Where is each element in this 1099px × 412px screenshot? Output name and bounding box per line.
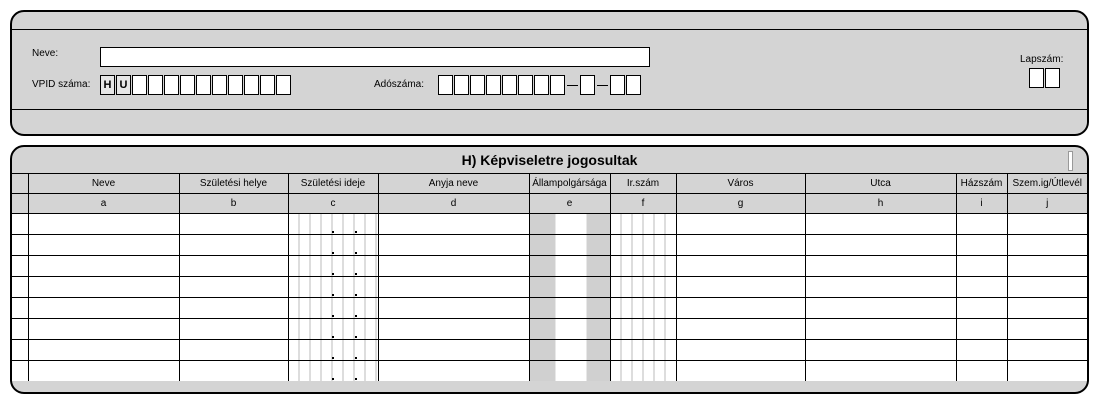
name-input[interactable] [100, 47, 650, 67]
table-row [12, 319, 1087, 340]
table-cell[interactable] [956, 256, 1007, 277]
table-cell[interactable] [956, 298, 1007, 319]
date-separator-dot [355, 357, 357, 359]
table-cell[interactable] [28, 235, 179, 256]
table-cell[interactable] [28, 298, 179, 319]
table-cell[interactable] [956, 361, 1007, 382]
char-box[interactable] [550, 75, 565, 95]
table-cell[interactable] [288, 361, 378, 382]
table-cell[interactable] [956, 277, 1007, 298]
table-cell[interactable] [610, 235, 676, 256]
table-cell[interactable] [1007, 277, 1087, 298]
table-cell[interactable] [610, 214, 676, 235]
table-cell[interactable] [805, 214, 956, 235]
table-cell[interactable] [610, 361, 676, 382]
row-marker-cell [12, 361, 28, 382]
table-cell[interactable] [1007, 361, 1087, 382]
table-cell[interactable] [805, 361, 956, 382]
table-cell[interactable] [529, 340, 610, 361]
table-cell[interactable] [529, 298, 610, 319]
char-box[interactable] [1045, 68, 1060, 88]
table-row [12, 214, 1087, 235]
column-letter: e [529, 194, 610, 214]
table-cell[interactable] [28, 340, 179, 361]
table-cell[interactable] [179, 319, 288, 340]
table-cell[interactable] [805, 256, 956, 277]
column-letter: h [805, 194, 956, 214]
table-row [12, 235, 1087, 256]
table-cell[interactable] [805, 298, 956, 319]
column-letter: g [676, 194, 805, 214]
char-box[interactable] [1029, 68, 1044, 88]
table-cell[interactable] [676, 319, 805, 340]
table-cell[interactable] [529, 235, 610, 256]
row-marker-cell [12, 340, 28, 361]
char-box[interactable] [228, 75, 243, 95]
table-cell[interactable] [956, 235, 1007, 256]
char-box[interactable] [212, 75, 227, 95]
name-label: Neve: [32, 48, 59, 59]
table-cell[interactable] [288, 340, 378, 361]
column-header [12, 174, 28, 194]
char-box[interactable] [132, 75, 147, 95]
page-number-label: Lapszám: [1020, 54, 1064, 65]
table-cell[interactable] [956, 340, 1007, 361]
table-cell[interactable] [288, 277, 378, 298]
representatives-table [12, 173, 1087, 381]
char-box[interactable] [244, 75, 259, 95]
table-row [12, 277, 1087, 298]
column-header: Születési ideje [288, 174, 378, 194]
table-cell[interactable] [529, 256, 610, 277]
tax-number-label: Adószáma: [374, 79, 425, 90]
table-cell[interactable] [676, 361, 805, 382]
table-cell[interactable] [179, 235, 288, 256]
table-cell[interactable] [610, 256, 676, 277]
table-cell[interactable] [179, 256, 288, 277]
table-cell[interactable] [956, 214, 1007, 235]
table-cell[interactable] [676, 298, 805, 319]
table-cell[interactable] [378, 319, 529, 340]
identity-panel [10, 10, 1089, 136]
column-letter: d [378, 194, 529, 214]
table-cell[interactable] [378, 214, 529, 235]
char-box[interactable] [502, 75, 517, 95]
table-row [12, 298, 1087, 319]
char-box[interactable] [438, 75, 453, 95]
table-cell[interactable] [378, 235, 529, 256]
table-cell[interactable] [378, 277, 529, 298]
table-cell[interactable] [179, 361, 288, 382]
char-box[interactable] [164, 75, 179, 95]
char-box[interactable] [454, 75, 469, 95]
table-cell[interactable] [1007, 298, 1087, 319]
column-header: Házszám [956, 174, 1007, 194]
table-cell[interactable] [610, 277, 676, 298]
column-letter: a [28, 194, 179, 214]
table-cell[interactable] [805, 340, 956, 361]
date-separator-dot [332, 357, 334, 359]
row-marker-cell [12, 214, 28, 235]
column-letter [12, 194, 28, 214]
char-box[interactable] [518, 75, 533, 95]
table-cell[interactable] [805, 277, 956, 298]
char-box[interactable]: H [100, 75, 115, 95]
table-cell[interactable] [1007, 256, 1087, 277]
char-box[interactable] [534, 75, 549, 95]
char-box[interactable] [276, 75, 291, 95]
column-header: Szem.ig/Útlevél [1007, 174, 1087, 194]
date-separator-dot [355, 315, 357, 317]
table-cell[interactable] [610, 319, 676, 340]
panel-divider-top [12, 29, 1087, 30]
table-cell[interactable] [676, 277, 805, 298]
row-marker-cell [12, 298, 28, 319]
column-letter: i [956, 194, 1007, 214]
separator-dash [596, 75, 609, 95]
table-cell[interactable] [610, 340, 676, 361]
table-cell[interactable] [179, 214, 288, 235]
table-cell[interactable] [1007, 319, 1087, 340]
column-header: Ir.szám [610, 174, 676, 194]
vpid-input[interactable] [100, 75, 292, 95]
date-separator-dot [332, 294, 334, 296]
table-cell[interactable] [288, 235, 378, 256]
table-cell[interactable] [288, 256, 378, 277]
row-marker-cell [12, 319, 28, 340]
column-letter: b [179, 194, 288, 214]
char-box[interactable]: U [116, 75, 131, 95]
table-cell[interactable] [529, 277, 610, 298]
table-cell[interactable] [610, 298, 676, 319]
table-cell[interactable] [1007, 214, 1087, 235]
scroll-handle[interactable] [1068, 151, 1073, 171]
column-header: Neve [28, 174, 179, 194]
column-header: Utca [805, 174, 956, 194]
row-marker-cell [12, 277, 28, 298]
table-cell[interactable] [288, 298, 378, 319]
table-row [12, 256, 1087, 277]
char-box[interactable] [148, 75, 163, 95]
char-box[interactable] [260, 75, 275, 95]
date-separator-dot [355, 336, 357, 338]
table-cell[interactable] [378, 298, 529, 319]
tax-number-input[interactable] [438, 75, 642, 95]
table-cell[interactable] [28, 319, 179, 340]
column-header: Állampolgársága [529, 174, 610, 194]
table-cell[interactable] [956, 319, 1007, 340]
table-cell[interactable] [28, 361, 179, 382]
table-cell[interactable] [378, 361, 529, 382]
table-cell[interactable] [179, 298, 288, 319]
table-cell[interactable] [1007, 340, 1087, 361]
table-cell[interactable] [805, 235, 956, 256]
date-separator-dot [332, 315, 334, 317]
date-separator-dot [332, 252, 334, 254]
table-row [12, 340, 1087, 361]
table-cell[interactable] [676, 256, 805, 277]
table-cell[interactable] [676, 340, 805, 361]
table-cell[interactable] [1007, 235, 1087, 256]
table-cell[interactable] [179, 340, 288, 361]
char-box[interactable] [626, 75, 641, 95]
table-cell[interactable] [179, 277, 288, 298]
column-header: Születési helye [179, 174, 288, 194]
section-title: H) Képviseletre jogosultak [461, 152, 638, 168]
date-separator-dot [332, 231, 334, 233]
representatives-panel [10, 145, 1089, 394]
date-separator-dot [355, 231, 357, 233]
char-box[interactable] [610, 75, 625, 95]
separator-dash [566, 75, 579, 95]
table-cell[interactable] [676, 235, 805, 256]
row-marker-cell [12, 235, 28, 256]
table-cell[interactable] [529, 319, 610, 340]
table-row [12, 361, 1087, 382]
column-letter: c [288, 194, 378, 214]
char-box[interactable] [486, 75, 501, 95]
panel-divider-bottom [12, 109, 1087, 110]
table-cell[interactable] [28, 256, 179, 277]
table-cell[interactable] [288, 214, 378, 235]
table-cell[interactable] [529, 214, 610, 235]
vpid-label: VPID száma: [32, 79, 91, 90]
row-marker-cell [12, 256, 28, 277]
column-header: Anyja neve [378, 174, 529, 194]
char-box[interactable] [580, 75, 595, 95]
char-box[interactable] [470, 75, 485, 95]
char-box[interactable] [180, 75, 195, 95]
table-cell[interactable] [676, 214, 805, 235]
table-cell[interactable] [378, 256, 529, 277]
char-box[interactable] [196, 75, 211, 95]
column-letter: f [610, 194, 676, 214]
date-separator-dot [332, 378, 334, 380]
date-separator-dot [355, 273, 357, 275]
table-cell[interactable] [28, 277, 179, 298]
column-header: Város [676, 174, 805, 194]
table-cell[interactable] [529, 361, 610, 382]
date-separator-dot [332, 336, 334, 338]
date-separator-dot [332, 273, 334, 275]
table-cell[interactable] [805, 319, 956, 340]
page-number-input[interactable] [1029, 68, 1061, 88]
table-cell[interactable] [28, 214, 179, 235]
table-cell[interactable] [288, 319, 378, 340]
date-separator-dot [355, 378, 357, 380]
date-separator-dot [355, 294, 357, 296]
date-separator-dot [355, 252, 357, 254]
table-cell[interactable] [378, 340, 529, 361]
column-letter: j [1007, 194, 1087, 214]
